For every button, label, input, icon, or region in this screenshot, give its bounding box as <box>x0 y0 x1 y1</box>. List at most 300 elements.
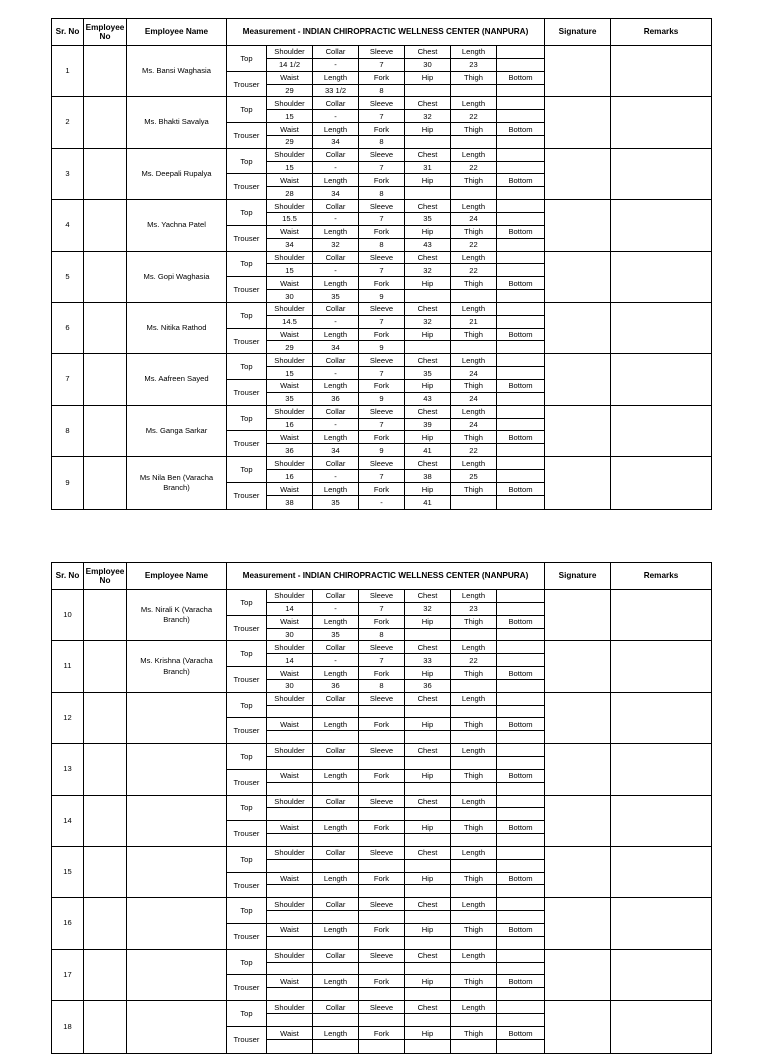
top-measure-label: Shoulder <box>267 252 313 264</box>
trouser-measure-value-row <box>267 136 544 148</box>
top-measure-label-row <box>267 303 544 316</box>
top-measure-label: Shoulder <box>267 149 313 161</box>
trouser-measure-label: Fork <box>359 718 405 730</box>
header-sr-no: Sr. No <box>52 563 84 589</box>
trouser-measure-label: Fork <box>359 1027 405 1039</box>
trouser-measure-value: 30 <box>267 629 313 641</box>
employee-no-cell <box>84 303 127 353</box>
top-measure-label: Chest <box>405 46 451 58</box>
top-measure-label: Sleeve <box>359 406 405 418</box>
trouser-measure-label: Hip <box>405 718 451 730</box>
remarks-cell <box>611 898 711 948</box>
trouser-measure-value <box>451 937 497 949</box>
top-label: Top <box>227 354 266 380</box>
trouser-measure-value <box>451 783 497 795</box>
trouser-measure-label: Hip <box>405 770 451 782</box>
trouser-measure-value <box>267 834 313 846</box>
top-measure-label: Shoulder <box>267 796 313 808</box>
remarks-cell <box>611 641 711 691</box>
top-measure-value: 16 <box>267 470 313 482</box>
trouser-measure-label-row <box>267 616 544 629</box>
top-measure-value <box>359 963 405 975</box>
trouser-measure-label: Fork <box>359 123 405 135</box>
employee-name-cell <box>127 693 227 743</box>
table-row <box>52 406 711 457</box>
employee-name-cell <box>127 1001 227 1052</box>
top-measure-value: 7 <box>359 110 405 122</box>
trouser-measure-label: Thigh <box>451 483 497 495</box>
table-row <box>52 950 711 1001</box>
signature-cell <box>545 457 611 508</box>
trouser-measure-label: Fork <box>359 483 405 495</box>
trouser-measure-value-row <box>267 85 544 97</box>
trouser-label: Trouser <box>233 674 260 684</box>
trouser-measure-label: Length <box>313 72 359 84</box>
top-label: Top <box>227 303 266 329</box>
top-measure-label-row <box>267 641 544 654</box>
top-measure-label-row <box>267 590 544 603</box>
trouser-measure-value <box>451 136 497 148</box>
top-measure-label: Sleeve <box>359 252 405 264</box>
top-measure-value <box>267 860 313 872</box>
top-measure-label: Shoulder <box>267 950 313 962</box>
trouser-measure-label: Waist <box>267 174 313 186</box>
trouser-measure-label: Fork <box>359 431 405 443</box>
trouser-label: Trouser <box>233 1035 260 1045</box>
top-measure-label <box>497 46 544 58</box>
employee-name-cell <box>127 950 227 1000</box>
signature-cell <box>545 46 611 96</box>
trouser-measure-value <box>405 187 451 199</box>
top-measure-value: 22 <box>451 264 497 276</box>
trouser-measure-value: 34 <box>313 444 359 456</box>
top-measure-label: Sleeve <box>359 950 405 962</box>
top-measure-label: Shoulder <box>267 744 313 756</box>
top-measure-label-row <box>267 46 544 59</box>
trouser-measure-value <box>497 885 544 897</box>
top-measure-label: Chest <box>405 693 451 705</box>
top-measure-label <box>497 1001 544 1013</box>
trouser-measure-label-row <box>267 277 544 290</box>
group-labels <box>227 693 267 743</box>
header-sr-no: Sr. No <box>52 19 84 45</box>
trouser-label: Trouser <box>233 880 260 890</box>
sr-no-cell: 2 <box>52 97 84 147</box>
top-measure-label-row <box>267 898 544 911</box>
top-measure-label: Chest <box>405 847 451 859</box>
top-measure-label <box>497 457 544 469</box>
top-measure-label <box>497 354 544 366</box>
table-row <box>52 303 711 354</box>
trouser-measure-label: Fork <box>359 277 405 289</box>
measurement-cell <box>227 303 545 353</box>
trouser-measure-value: 30 <box>267 680 313 692</box>
trouser-measure-label: Bottom <box>508 227 533 237</box>
top-measure-value <box>497 860 544 872</box>
signature-cell <box>545 641 611 691</box>
measurement-cell <box>227 950 545 1000</box>
top-measure-label: Length <box>451 1001 497 1013</box>
top-measure-label-row <box>267 354 544 367</box>
employee-no-cell <box>84 252 127 302</box>
measurement-grid <box>267 303 544 353</box>
trouser-measure-value: 8 <box>359 136 405 148</box>
trouser-measure-label: Waist <box>267 329 313 341</box>
top-measure-label: Length <box>451 97 497 109</box>
top-measure-value: 22 <box>451 110 497 122</box>
trouser-measure-value <box>497 341 544 353</box>
trouser-measure-label: Fork <box>359 821 405 833</box>
measurement-grid <box>267 693 544 743</box>
trouser-measure-value <box>451 834 497 846</box>
measurement-cell <box>227 796 545 846</box>
top-label: Top <box>227 200 266 226</box>
remarks-cell <box>611 590 711 640</box>
top-measure-value <box>497 213 544 225</box>
measurement-grid <box>267 847 544 897</box>
trouser-measure-value <box>359 1040 405 1052</box>
trouser-measure-value: 35 <box>313 496 359 508</box>
top-label: Top <box>227 693 266 719</box>
top-measure-label: Collar <box>313 590 359 602</box>
header-remarks: Remarks <box>643 27 679 37</box>
trouser-measure-value <box>405 290 451 302</box>
trouser-measure-label: Waist <box>267 72 313 84</box>
top-measure-label: Sleeve <box>359 46 405 58</box>
top-measure-label: Shoulder <box>267 406 313 418</box>
trouser-measure-label: Hip <box>405 616 451 628</box>
sr-no-cell: 5 <box>52 252 84 302</box>
top-measure-label: Length <box>451 950 497 962</box>
employee-no-cell <box>84 46 127 96</box>
trouser-measure-value: 41 <box>405 444 451 456</box>
top-measure-value <box>359 1014 405 1026</box>
top-measure-value <box>267 706 313 718</box>
top-measure-label: Shoulder <box>267 641 313 653</box>
top-measure-label: Length <box>451 149 497 161</box>
trouser-measure-value <box>451 341 497 353</box>
trouser-measure-value <box>451 187 497 199</box>
trouser-label: Trouser <box>233 829 260 839</box>
top-label: Top <box>227 1001 266 1027</box>
top-measure-label: Sleeve <box>359 1001 405 1013</box>
top-measure-label: Chest <box>405 200 451 212</box>
trouser-measure-value: 34 <box>313 341 359 353</box>
top-measure-label: Shoulder <box>267 847 313 859</box>
signature-cell <box>545 693 611 743</box>
top-label: Top <box>227 590 266 616</box>
trouser-measure-value-row <box>267 783 544 795</box>
top-measure-label <box>497 744 544 756</box>
top-measure-label: Sleeve <box>359 898 405 910</box>
trouser-measure-label: Thigh <box>451 380 497 392</box>
trouser-measure-value <box>451 731 497 743</box>
trouser-measure-value: 8 <box>359 187 405 199</box>
top-measure-value: 7 <box>359 316 405 328</box>
table-row <box>52 641 711 692</box>
measurement-grid <box>267 97 544 147</box>
trouser-measure-value <box>451 629 497 641</box>
table-row <box>52 457 711 508</box>
trouser-measure-label: Length <box>313 770 359 782</box>
trouser-measure-value <box>497 629 544 641</box>
trouser-measure-value <box>405 783 451 795</box>
header-employee-no: Employee No <box>84 563 127 589</box>
top-measure-value <box>267 808 313 820</box>
trouser-measure-value-row <box>267 629 544 641</box>
trouser-measure-value: 35 <box>267 393 313 405</box>
top-measure-value <box>359 860 405 872</box>
trouser-measure-value: 29 <box>267 136 313 148</box>
trouser-measure-value <box>267 1040 313 1052</box>
employee-no-cell <box>84 796 127 846</box>
trouser-measure-value <box>359 731 405 743</box>
trouser-measure-label: Hip <box>405 123 451 135</box>
top-measure-label-row <box>267 847 544 860</box>
trouser-measure-label: Bottom <box>508 73 533 83</box>
trouser-measure-label: Waist <box>267 975 313 987</box>
trouser-measure-label: Length <box>313 380 359 392</box>
signature-cell <box>545 950 611 1000</box>
top-measure-label: Length <box>451 303 497 315</box>
trouser-measure-label: Bottom <box>508 822 533 832</box>
signature-cell <box>545 200 611 250</box>
top-measure-value: 35 <box>405 213 451 225</box>
trouser-measure-label-row <box>267 975 544 988</box>
employee-no-cell <box>84 1001 127 1052</box>
top-measure-label: Collar <box>313 406 359 418</box>
trouser-measure-label: Thigh <box>451 226 497 238</box>
group-labels <box>227 641 267 691</box>
top-measure-label: Length <box>451 252 497 264</box>
employee-name-cell <box>127 847 227 897</box>
top-measure-value-row <box>267 110 544 123</box>
remarks-cell <box>611 46 711 96</box>
trouser-measure-value <box>405 1040 451 1052</box>
measurement-grid <box>267 354 544 404</box>
trouser-measure-value: 24 <box>451 393 497 405</box>
top-measure-value <box>405 911 451 923</box>
trouser-measure-label: Waist <box>267 667 313 679</box>
top-measure-value <box>497 757 544 769</box>
top-measure-value: - <box>313 162 359 174</box>
top-measure-value <box>451 963 497 975</box>
top-measure-value-row <box>267 757 544 770</box>
group-labels <box>227 97 267 147</box>
top-measure-label: Length <box>451 847 497 859</box>
trouser-measure-value: 36 <box>313 393 359 405</box>
top-label: Top <box>227 796 266 822</box>
employee-name-cell <box>127 744 227 794</box>
top-measure-value-row <box>267 264 544 277</box>
top-measure-label: Length <box>451 744 497 756</box>
top-measure-value <box>497 963 544 975</box>
signature-cell <box>545 590 611 640</box>
trouser-measure-value: 43 <box>405 239 451 251</box>
top-measure-value <box>497 808 544 820</box>
trouser-measure-label: Length <box>313 1027 359 1039</box>
table-row <box>52 46 711 97</box>
trouser-measure-value <box>497 136 544 148</box>
top-measure-value: 22 <box>451 162 497 174</box>
trouser-measure-label: Length <box>313 821 359 833</box>
table-row <box>52 693 711 744</box>
header-employee-name: Employee Name <box>127 563 227 589</box>
sr-no-cell: 4 <box>52 200 84 250</box>
trouser-measure-label: Thigh <box>451 975 497 987</box>
trouser-measure-label: Length <box>313 975 359 987</box>
top-measure-value <box>359 706 405 718</box>
trouser-measure-label: Thigh <box>451 174 497 186</box>
trouser-measure-label: Hip <box>405 483 451 495</box>
top-measure-value: 14.5 <box>267 316 313 328</box>
trouser-measure-label: Bottom <box>508 124 533 134</box>
trouser-measure-label: Fork <box>359 380 405 392</box>
top-measure-label: Shoulder <box>267 590 313 602</box>
trouser-measure-value <box>405 136 451 148</box>
trouser-measure-label: Waist <box>267 770 313 782</box>
top-measure-value <box>451 757 497 769</box>
trouser-measure-label: Thigh <box>451 277 497 289</box>
trouser-measure-label-row <box>267 329 544 342</box>
sr-no-cell: 7 <box>52 354 84 404</box>
trouser-measure-value-row <box>267 444 544 456</box>
trouser-measure-label-row <box>267 1027 544 1040</box>
measurement-grid <box>267 950 544 1000</box>
top-measure-value: 35 <box>405 367 451 379</box>
trouser-measure-label: Fork <box>359 975 405 987</box>
top-measure-label: Shoulder <box>267 693 313 705</box>
trouser-measure-value: 43 <box>405 393 451 405</box>
trouser-measure-label: Thigh <box>451 123 497 135</box>
measurement-grid <box>267 898 544 948</box>
top-measure-value: 14 1/2 <box>267 59 313 71</box>
top-label: Top <box>227 457 266 483</box>
top-measure-label: Sleeve <box>359 847 405 859</box>
group-labels <box>227 847 267 897</box>
top-measure-label: Length <box>451 406 497 418</box>
top-measure-value: - <box>313 470 359 482</box>
top-measure-label: Chest <box>405 796 451 808</box>
trouser-measure-label: Length <box>313 873 359 885</box>
trouser-measure-value: 35 <box>313 629 359 641</box>
header-signature: Signature <box>545 563 611 589</box>
table-header <box>52 563 711 590</box>
top-label: Top <box>227 950 266 976</box>
measurement-grid <box>267 457 544 508</box>
table-row <box>52 1001 711 1052</box>
top-measure-label <box>497 252 544 264</box>
trouser-measure-value <box>359 783 405 795</box>
remarks-cell <box>611 950 711 1000</box>
top-measure-value-row <box>267 808 544 821</box>
trouser-measure-value <box>405 731 451 743</box>
trouser-measure-value: 22 <box>451 239 497 251</box>
trouser-measure-value <box>359 988 405 1000</box>
employee-name-cell: Ms. Bhakti Savalya <box>127 97 227 147</box>
trouser-measure-value <box>267 731 313 743</box>
trouser-measure-value <box>267 783 313 795</box>
top-measure-label: Collar <box>313 641 359 653</box>
trouser-measure-label: Length <box>313 483 359 495</box>
top-measure-value: 7 <box>359 419 405 431</box>
trouser-measure-label: Bottom <box>508 175 533 185</box>
trouser-measure-value <box>313 988 359 1000</box>
group-labels <box>227 354 267 404</box>
trouser-measure-value <box>497 290 544 302</box>
trouser-measure-value: 30 <box>267 290 313 302</box>
trouser-measure-label: Waist <box>267 1027 313 1039</box>
top-measure-value: 32 <box>405 264 451 276</box>
trouser-measure-label: Thigh <box>451 329 497 341</box>
trouser-measure-label: Length <box>313 667 359 679</box>
top-measure-label: Collar <box>313 252 359 264</box>
top-measure-label-row <box>267 457 544 470</box>
measurement-cell <box>227 252 545 302</box>
trouser-measure-label: Bottom <box>508 1028 533 1038</box>
employee-no-cell <box>84 354 127 404</box>
top-measure-value <box>497 603 544 615</box>
top-measure-value-row <box>267 654 544 667</box>
trouser-label: Trouser <box>233 182 260 192</box>
signature-cell <box>545 406 611 456</box>
trouser-measure-value <box>497 680 544 692</box>
top-measure-value <box>267 1014 313 1026</box>
trouser-measure-label: Hip <box>405 431 451 443</box>
top-measure-label: Collar <box>313 97 359 109</box>
trouser-measure-value-row <box>267 239 544 251</box>
top-label: Top <box>227 744 266 770</box>
trouser-measure-value: 34 <box>313 187 359 199</box>
top-measure-label: Length <box>451 693 497 705</box>
trouser-measure-value <box>313 834 359 846</box>
employee-no-cell <box>84 693 127 743</box>
trouser-measure-value-row <box>267 1040 544 1052</box>
top-measure-value: 31 <box>405 162 451 174</box>
measurement-grid <box>267 406 544 456</box>
sr-no-cell: 10 <box>52 590 84 640</box>
top-measure-label-row <box>267 1001 544 1014</box>
trouser-measure-label: Fork <box>359 770 405 782</box>
top-measure-label-row <box>267 200 544 213</box>
top-label: Top <box>227 641 266 667</box>
top-measure-value: 7 <box>359 264 405 276</box>
trouser-measure-label: Length <box>313 431 359 443</box>
measurement-grid <box>267 200 544 250</box>
header-employee-no: Employee No <box>84 19 127 45</box>
trouser-measure-label: Fork <box>359 226 405 238</box>
group-labels <box>227 406 267 456</box>
trouser-measure-value: 8 <box>359 680 405 692</box>
measurement-table-2 <box>51 562 712 1054</box>
sr-no-cell: 3 <box>52 149 84 199</box>
group-labels <box>227 950 267 1000</box>
signature-cell <box>545 303 611 353</box>
trouser-measure-value-row <box>267 731 544 743</box>
trouser-measure-value <box>405 834 451 846</box>
top-measure-label: Collar <box>313 149 359 161</box>
table-row <box>52 149 711 200</box>
top-measure-label <box>497 950 544 962</box>
top-measure-value-row <box>267 963 544 976</box>
trouser-measure-label: Waist <box>267 431 313 443</box>
trouser-label: Trouser <box>233 931 260 941</box>
group-labels <box>227 200 267 250</box>
top-measure-label-row <box>267 406 544 419</box>
trouser-measure-label: Waist <box>267 821 313 833</box>
trouser-measure-value: 36 <box>313 680 359 692</box>
trouser-measure-value <box>313 937 359 949</box>
